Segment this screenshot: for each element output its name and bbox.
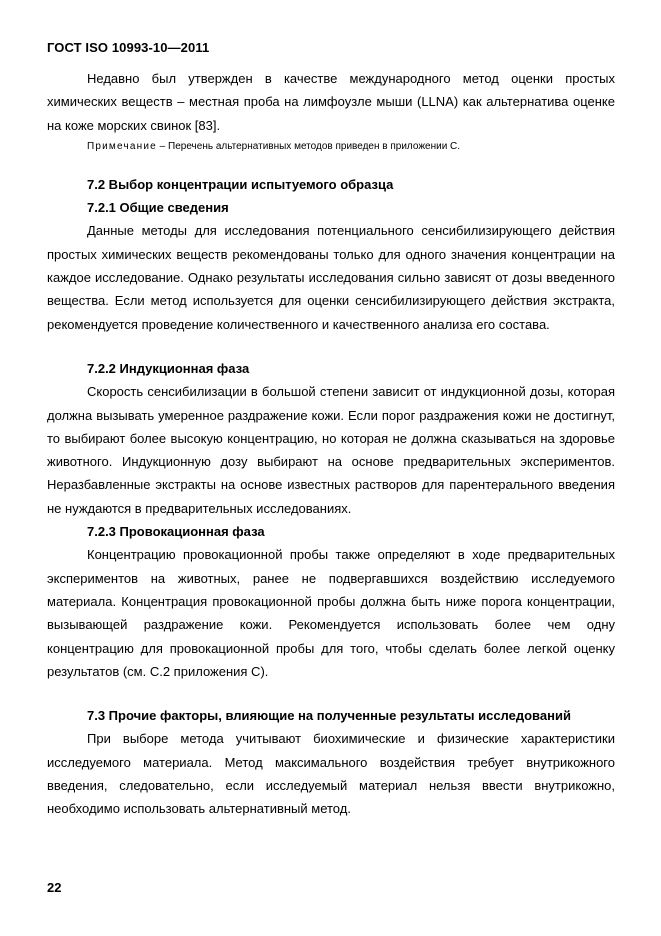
note-text: – Перечень альтернативных методов приведен в приложении С. bbox=[156, 140, 461, 152]
section-7-2-1-paragraph: Данные методы для исследования потенциального сенсибилизирующего действия простых химических веществ рекомендованы только для одного значения концентрации на каждое исследование. Однако результаты исследования сильно зависят от дозы введенного вещества. Если метод используется для оценки сенсибилизирующего действия экстракта, рекомендуется проведение количественного и качественного анализа его состава. bbox=[47, 223, 615, 332]
document-header: ГОСТ ISO 10993-10—2011 bbox=[47, 40, 210, 55]
note-label: Примечание bbox=[87, 140, 157, 152]
section-7-2-3-paragraph: Концентрацию провокационной пробы также определяют в ходе предварительных экспериментов на животных, ранее не подвергавшихся воздействию исследуемого материала. Концентрация провокационной пробы должна быть ниже порога концентрации, вызывающей раздражение кожи. Рекомендуется использовать более чем одну концентрацию для провокационной пробы для того, чтобы сделать более легкой оценку результатов (см. С.2 приложения С). bbox=[47, 547, 615, 679]
section-7-2-heading: 7.2 Выбор концентрации испытуемого образца bbox=[87, 176, 394, 192]
section-7-2-1-heading: 7.2.1 Общие сведения bbox=[87, 200, 229, 216]
page-number: 22 bbox=[47, 880, 62, 895]
document-body bbox=[47, 67, 615, 821]
section-7-3-paragraph: При выборе метода учитывают биохимические и физические характеристики исследуемого материала. Метод максимального воздействия требует внутрикожного введения, следовательно, если исследуемый материал нельзя ввести внутрикожно, необходимо использовать альтернативный метод. bbox=[47, 731, 615, 817]
section-7-2-3-heading: 7.2.3 Провокационная фаза bbox=[87, 524, 265, 540]
section-7-3-heading: 7.3 Прочие факторы, влияющие на полученные результаты исследований bbox=[87, 708, 571, 724]
note bbox=[47, 139, 615, 155]
section-7-2-2-heading: 7.2.2 Индукционная фаза bbox=[87, 360, 250, 376]
intro-paragraph: Недавно был утвержден в качестве международного метод оценки простых химических веществ – местная проба на лимфоузле мыши (LLNA) как альтернатива оценке на коже морских свинок [83]. bbox=[47, 71, 615, 133]
section-7-2-2-paragraph: Скорость сенсибилизации в большой степени зависит от индукционной дозы, которая должна вызывать умеренное раздражение кожи. Если порог раздражения кожи не достигнут, то выбирают более высокую концентрацию, но которая не должна сказываться на здоровье животного. Индукционную дозу выбирают на основе предварительных экспериментов. Неразбавленные экстракты на основе известных растворов для парентерального введения не нуждаются в предварительных исследованиях. bbox=[47, 384, 615, 516]
